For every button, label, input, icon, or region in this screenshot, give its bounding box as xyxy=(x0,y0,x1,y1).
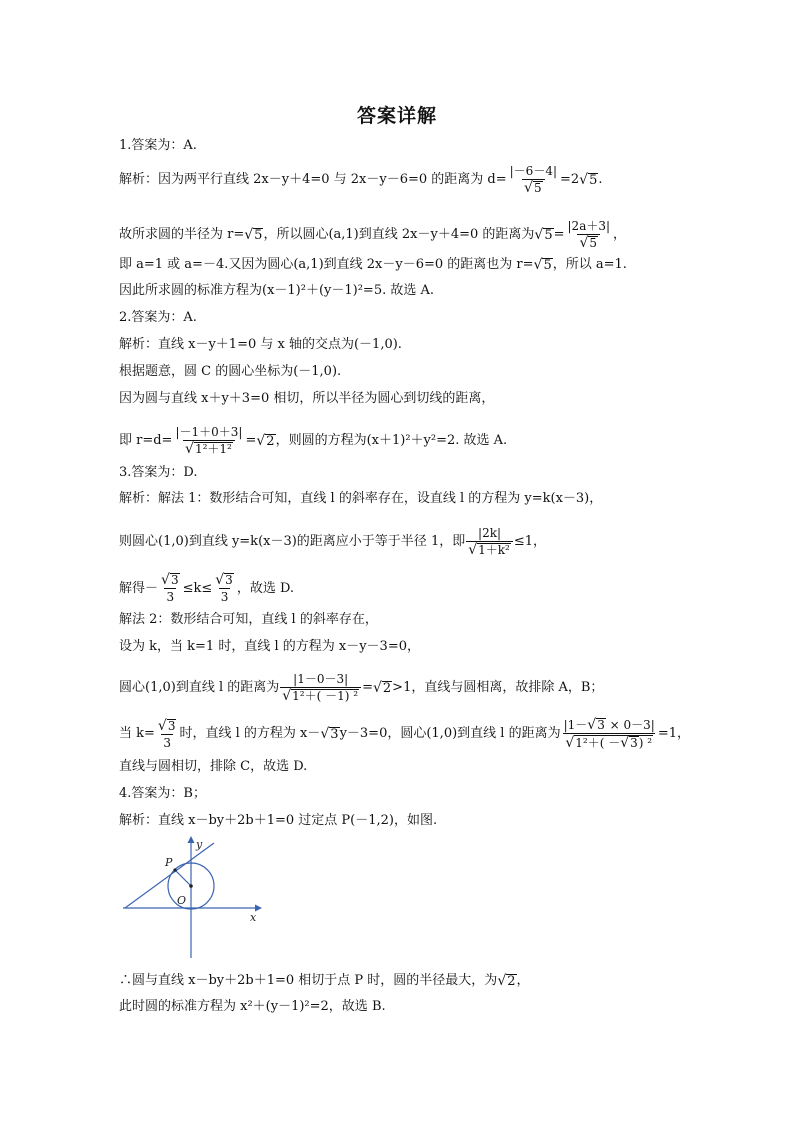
sqrt: √ 3 xyxy=(320,726,339,742)
q3-line-1: 解析：解法 1：数形结合可知，直线 l 的斜率存在，设直线 l 的方程为 y=k(x－3)， xyxy=(119,491,603,506)
page-title: 答案详解 xyxy=(356,105,437,127)
sqrt: √ 2 xyxy=(256,432,275,449)
label-x: x xyxy=(250,911,257,924)
q3-m2-line-4: 当 k= √ 3 3 时，直线 l 的方程为 x－ √ 3 y－3=0，圆心(1,0)到直线 l 的距离为 |1－ √ 3 × 0－3| √ 1²＋( － √ 3 ) ² =1， xyxy=(119,717,691,751)
q3-m2-line-3: 圆心(1,0)到直线 l 的距离为 |1－0－3| √ 1²＋( －1) ² = √ 2 >1，直线与圆相离，故排除 A，B； xyxy=(119,672,604,704)
center-point xyxy=(189,884,193,888)
q1-answer: 1.答案为：A. xyxy=(119,138,197,153)
q2-line-3: 因为圆与直线 x＋y＋3=0 相切，所以半径为圆心到切线的距离， xyxy=(119,391,495,406)
tangent-line xyxy=(125,843,214,908)
q1-line-2: 故所求圆的半径为 r= √ 5 ，所以圆心(a,1)到直线 2x－y＋4=0 的距离为 √ 5 = |2a＋3| √ 5 ， xyxy=(119,219,627,251)
sqrt: √ 5 xyxy=(534,226,553,243)
y-axis-arrow xyxy=(188,836,195,843)
sqrt: √ 5 xyxy=(244,226,263,243)
q3-m2-line-1: 解法 2：数形结合可知，直线 l 的斜率存在， xyxy=(119,612,378,627)
sqrt: √ 5 xyxy=(579,235,598,251)
sqrt: √ 2 xyxy=(372,679,392,696)
fraction: |2a＋3| √ 5 xyxy=(567,219,611,251)
q3-line-3: 解得－ √ 3 3 ≤k≤ √ 3 3 ，故选 D. xyxy=(119,572,295,604)
q2-line-1: 解析：直线 x－y＋1=0 与 x 轴的交点为(－1,0). xyxy=(119,337,402,352)
sqrt: √ 5 xyxy=(579,171,598,188)
sqrt: √ 3 xyxy=(620,735,638,751)
sqrt: √ 1²＋1² xyxy=(185,441,232,457)
q2-line-2: 根据题意，圆 C 的圆心坐标为(－1,0). xyxy=(119,364,342,379)
sqrt: √ 5 xyxy=(524,180,542,196)
sqrt: √ 1²＋( －1) ² xyxy=(282,688,359,704)
q1-line-3: 即 a=1 或 a=－4.又因为圆心(a,1)到直线 2x－y－6=0 的距离也为 r= √ 5 ，所以 a=1. xyxy=(119,257,627,273)
fraction: √ 3 3 xyxy=(215,572,233,604)
label-o: O xyxy=(177,894,187,907)
q1-line-1: 解析：因为两平行直线 2x－y＋4=0 与 2x－y－6=0 的距离为 d= |－6－4| √ 5 =2 √ 5 . xyxy=(119,164,603,196)
q2-answer: 2.答案为：A. xyxy=(119,310,197,325)
q1-line-4: 因此所求圆的标准方程为(x－1)²＋(y－1)²=5. 故选 A. xyxy=(119,283,435,298)
q4-answer: 4.答案为：B； xyxy=(119,786,206,801)
q3-m2-line-5: 直线与圆相切，排除 C，故选 D. xyxy=(119,759,308,774)
fraction: |－1＋0＋3| √ 1²＋1² xyxy=(175,425,243,457)
q4-line-2: ∴圆与直线 x－by＋2b＋1=0 相切于点 P 时，圆的半径最大，为 √ 2 ， xyxy=(119,973,530,989)
q3-answer: 3.答案为：D. xyxy=(119,465,198,480)
q4-line-3: 此时圆的标准方程为 x²＋(y－1)²=2，故选 B. xyxy=(119,999,386,1014)
q3-m2-line-2: 设为 k，当 k=1 时，直线 l 的方程为 x－y－3=0， xyxy=(119,639,420,654)
sqrt: √ 3 xyxy=(161,572,179,588)
fraction: |1－ √ 3 × 0－3| √ 1²＋( － √ 3 ) ² xyxy=(563,717,655,751)
fraction: √ 3 3 xyxy=(157,717,176,750)
label-y: y xyxy=(196,838,203,851)
fraction: |－6－4| √ 5 xyxy=(509,164,557,196)
q2-line-4: 即 r=d= |－1＋0＋3| √ 1²＋1² = √ 2 ，则圆的方程为(x＋1)²＋y²=2. 故选 A. xyxy=(119,425,508,457)
sqrt: √ 3 xyxy=(215,572,233,588)
point-p xyxy=(173,868,176,871)
q4-figure xyxy=(119,836,264,961)
sqrt: √ 3 xyxy=(157,717,176,734)
sqrt: √ 1²＋( － √ 3 ) ² xyxy=(565,735,653,751)
fraction: |2k| √ 1＋k² xyxy=(466,526,513,557)
sqrt: √ 5 xyxy=(533,257,552,273)
sqrt: √ 1＋k² xyxy=(468,542,510,558)
sqrt: √ 3 xyxy=(587,717,605,733)
fraction: √ 3 3 xyxy=(161,572,179,604)
q3-line-2: 则圆心(1,0)到直线 y=k(x－3)的距离应小于等于半径 1，即 |2k| √ 1＋k² ≤1， xyxy=(119,526,547,558)
q4-line-1: 解析：直线 x－by＋2b＋1=0 过定点 P(－1,2)，如图. xyxy=(119,813,438,828)
sqrt: √ 2 xyxy=(497,973,516,989)
radius-segment xyxy=(175,870,191,886)
fraction: |1－0－3| √ 1²＋( －1) ² xyxy=(280,672,361,703)
label-p: P xyxy=(165,856,173,869)
